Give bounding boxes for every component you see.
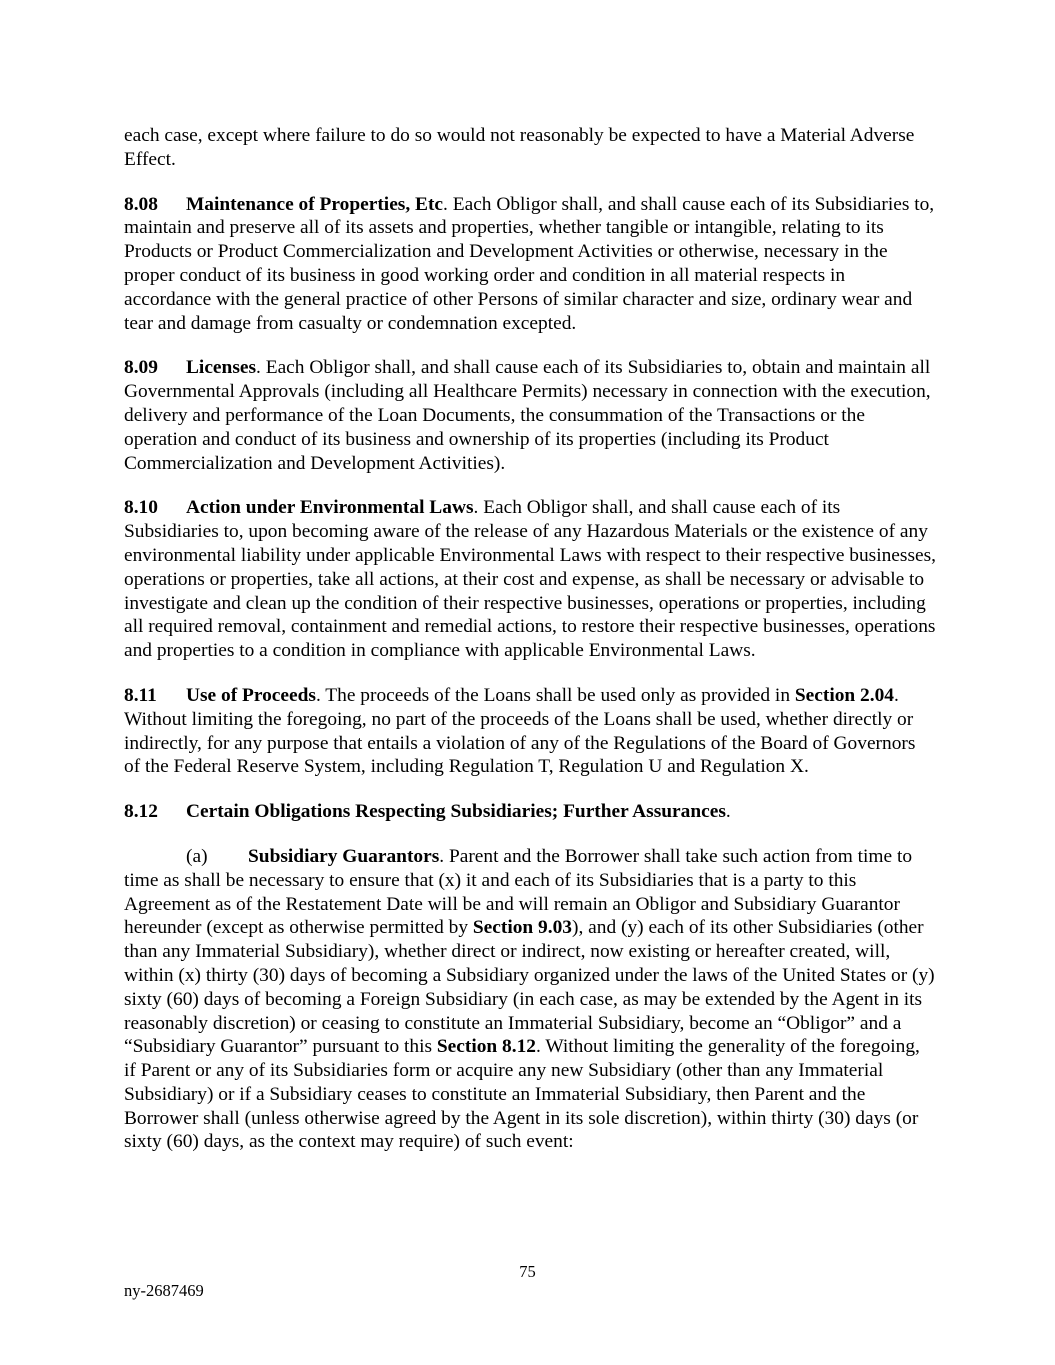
section-heading-end: . <box>725 801 731 823</box>
section-number: 8.09 <box>124 357 158 379</box>
page-number: 75 <box>519 1262 536 1281</box>
continuation-paragraph: each case, except where failure to do so would not reasonably be expected to have a Material Adverse Effect. <box>124 125 915 170</box>
subsection-body: . Parent and the Borrower shall take such action from time to time as shall be necessary to ensure that (x) it and each of its Subsidiaries that is a party to this Agreement as of the Restatement Date will be and will remain an Obligor and Subsidiary Guarantor hereunder (except as otherwise permitted by <box>124 845 913 939</box>
subsection-body: . Without limiting the generality of the foregoing, if Parent or any of its Subsidiaries form or acquire any new Subsidiary (other than any Immaterial Subsidiary) or if a Subsidiary ceases to constitute an Immaterial Subsidiary, then Parent and the Borrower shall (unless otherwise agreed by the Agent in its sole discretion), within thirty (30) days (or sixty (60) days, as the context may require) of such event: <box>124 1036 920 1153</box>
section-body: . Each Obligor shall, and shall cause each of its Subsidiaries to, obtain and maintain all Governmental Approvals (including all Healthcare Permits) necessary in connection with the execution, delivery and performance of the Loan Documents, the consummation of the Transactions or the operation and conduct of its business and ownership of its properties (including its Product Commercialization and Development Activities). <box>124 357 931 474</box>
section-8-09 <box>124 356 936 475</box>
section-8-08 <box>124 193 936 336</box>
section-reference: Section 2.04 <box>794 684 894 706</box>
subsection-heading: Subsidiary Guarantors <box>248 845 440 867</box>
section-heading: Action under Environmental Laws <box>186 497 474 519</box>
subsection-a <box>124 845 936 1154</box>
section-body: . Each Obligor shall, and shall cause each of its Subsidiaries to, maintain and preserve all of its assets and properties, whether tangible or intangible, relating to its Products or Product Commercialization and Development Activities or otherwise, necessary in the proper conduct of its business in good working order and condition in all material respects in accordance with the general practice of other Persons of similar character and size, ordinary wear and tear and damage from casualty or condemnation excepted. <box>124 193 935 334</box>
section-heading: Licenses <box>186 357 257 379</box>
subsection-body: ), and (y) each of its other Subsidiaries (other than any Immaterial Subsidiary), whether direct or indirect, now existing or hereafter created, will, within (x) thirty (30) days of becoming a Subsidiary organized under the laws of the United States or (y) sixty (60) days of becoming a Foreign Subsidiary (in each case, as may be extended by the Agent in its reasonably discretion) or ceasing to constitute an Immaterial Subsidiary, become an “Obligor” and a “Subsidiary Guarantor” pursuant to this <box>124 917 935 1058</box>
section-body: . Each Obligor shall, and shall cause each of its Subsidiaries to, upon becoming aware of the release of any Hazardous Materials or the existence of any environmental liability under applicable Environmental Laws with respect to their respective businesses, operations or properties, take all actions, at their cost and expense, as shall be necessary or advisable to investigate and clean up the condition of their respective businesses, operations or properties, including all required removal, containment and remedial actions, to restore their respective businesses, operations and properties to a condition in compliance with applicable Environmental Laws. <box>124 497 937 662</box>
section-number: 8.08 <box>124 193 158 215</box>
section-8-11 <box>124 684 936 779</box>
section-heading: Use of Proceeds <box>186 684 316 706</box>
section-number: 8.12 <box>124 801 158 823</box>
section-heading: Maintenance of Properties, Etc <box>186 193 444 215</box>
section-number: 8.10 <box>124 497 158 519</box>
document-page <box>124 124 936 1175</box>
section-body: . Without limiting the foregoing, no part of the proceeds of the Loans shall be used, whether directly or indirectly, for any purpose that entails a violation of any of the Regulations of the Board of Governors of the Federal Reserve System, including Regulation T, Regulation U and Regulation X. <box>124 684 916 778</box>
subsection-label: (a) <box>186 845 208 867</box>
section-reference: Section 9.03 <box>472 917 572 939</box>
section-body: . The proceeds of the Loans shall be used only as provided in <box>315 684 795 706</box>
section-number: 8.11 <box>124 684 157 706</box>
section-heading: Certain Obligations Respecting Subsidiaries; Further Assurances <box>186 801 726 823</box>
section-8-10 <box>124 496 936 663</box>
section-reference: Section 8.12 <box>436 1036 536 1058</box>
section-8-12 <box>124 800 936 824</box>
document-id: ny-2687469 <box>124 1281 204 1300</box>
